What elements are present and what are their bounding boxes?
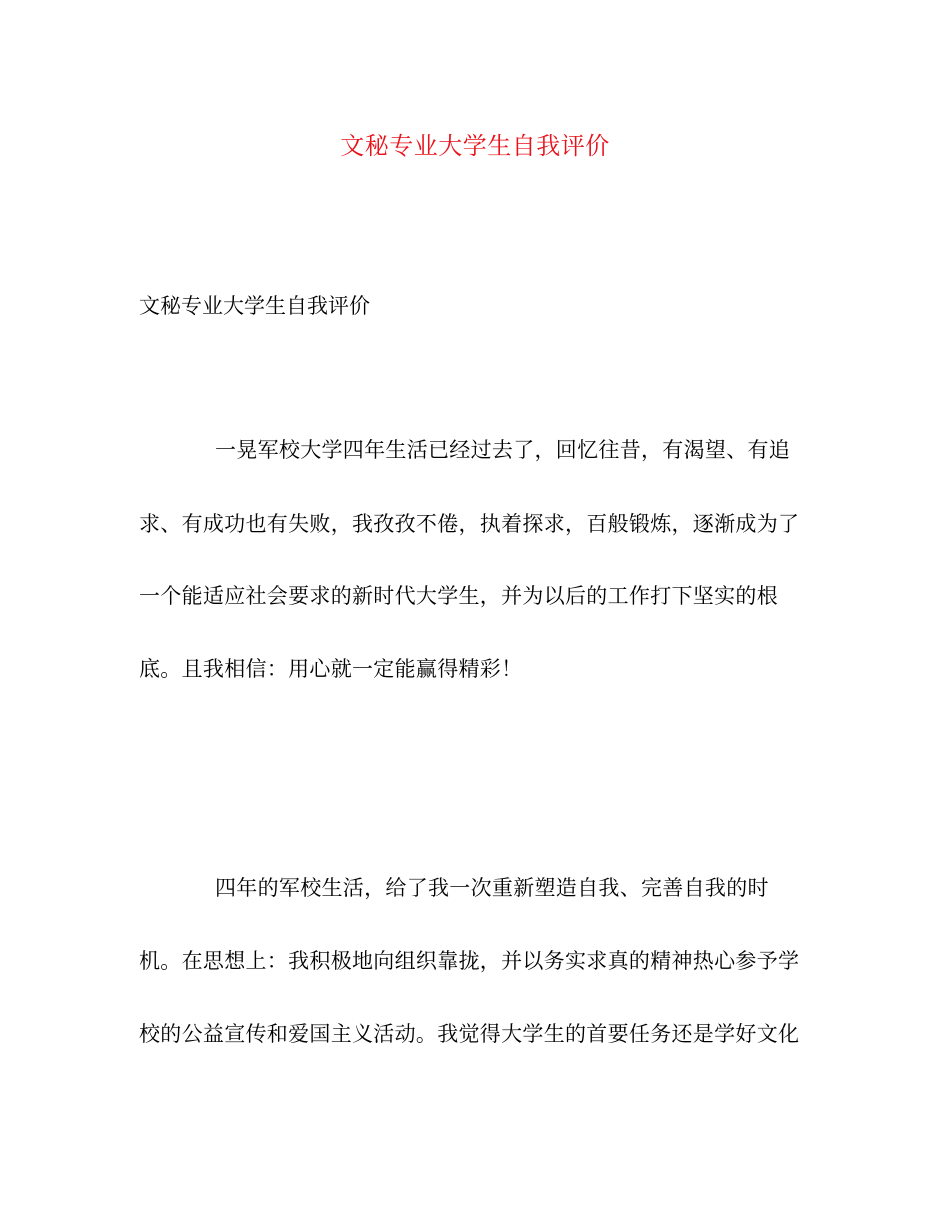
- paragraph-line: 四年的军校生活，给了我一次重新塑造自我、完善自我的时: [215, 876, 769, 900]
- paragraph-line: 底。且我相信：用心就一定能赢得精彩！: [139, 657, 523, 681]
- document-title: 文秘专业大学生自我评价: [340, 132, 610, 160]
- document-subtitle: 文秘专业大学生自我评价: [139, 294, 370, 318]
- paragraph-line: 一晃军校大学四年生活已经过去了，回忆往昔，有渴望、有追: [215, 438, 791, 462]
- paragraph-line: 机。在思想上：我积极地向组织靠拢，并以务实求真的精神热心参予学: [139, 949, 800, 973]
- paragraph-line: 一个能适应社会要求的新时代大学生，并为以后的工作打下坚实的根: [139, 584, 778, 608]
- paragraph-line: 求、有成功也有失败，我孜孜不倦，执着探求，百般锻炼，逐渐成为了: [139, 512, 800, 536]
- paragraph-line: 校的公益宣传和爱国主义活动。我觉得大学生的首要任务还是学好文化: [139, 1022, 800, 1046]
